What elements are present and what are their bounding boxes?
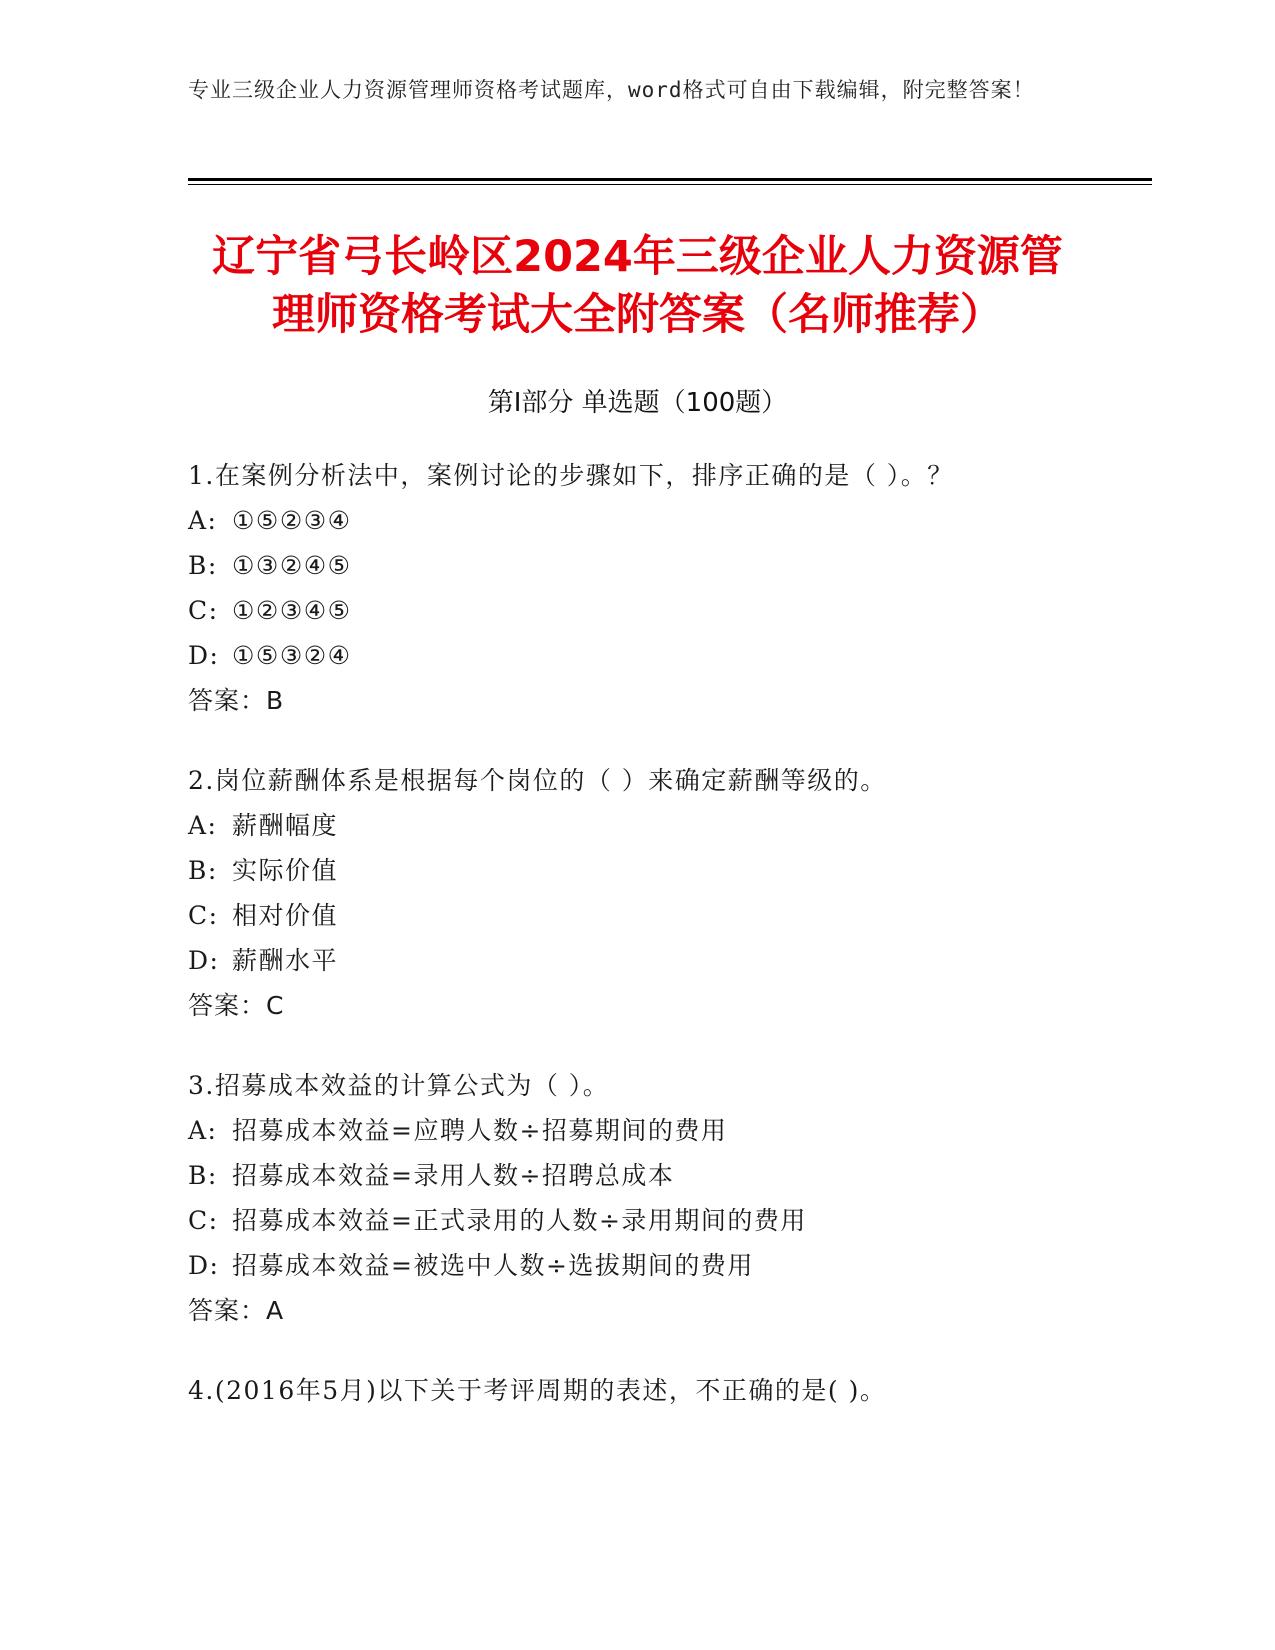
option-label: C: [188,596,219,625]
option-label: A: [188,506,218,535]
option-text: 薪酬幅度 [232,811,339,840]
section-title: 第Ⅰ部分 单选题（100题） [487,388,788,418]
option-c [188,588,1088,633]
option-label: B: [188,1161,218,1190]
option-text: 招募成本效益=录用人数÷招聘总成本 [232,1161,675,1190]
document-title [150,228,1125,344]
option-b [188,1153,1088,1198]
document-title-line-1: 辽宁省弓长岭区2024年三级企业人力资源管 [212,232,1063,282]
question-4 [188,1368,1088,1413]
question-stem: 4.(2016年5月)以下关于考评周期的表述，不正确的是( )。 [188,1376,887,1405]
option-text: 相对价值 [232,901,339,930]
header-rule-thick [188,178,1152,181]
document-title-line-2: 理师资格考试大全附答案（名师推荐） [272,290,1003,340]
header-note: 专业三级企业人力资源管理师资格考试题库，word格式可自由下载编辑，附完整答案！ [188,78,1035,102]
option-label: A: [188,811,218,840]
option-label: B: [188,856,218,885]
option-text: 招募成本效益=被选中人数÷选拔期间的费用 [232,1251,754,1280]
answer-line: 答案：A [188,1296,285,1325]
question-3 [188,1063,1088,1333]
answer-line: 答案：B [188,686,285,715]
question-1 [188,453,1088,723]
header-rule-thin [188,184,1152,185]
option-d [188,633,1088,678]
option-text: ①⑤③②④ [232,641,352,670]
option-text: 薪酬水平 [232,946,339,975]
option-d [188,938,1088,983]
option-b [188,543,1088,588]
option-label: D: [188,641,220,670]
question-2 [188,758,1088,1028]
question-stem: 2.岗位薪酬体系是根据每个岗位的（ ）来确定薪酬等级的。 [188,766,887,795]
option-text: ①③②④⑤ [232,551,352,580]
question-stem: 3.招募成本效益的计算公式为（ ）。 [188,1071,610,1100]
option-label: D: [188,1251,220,1280]
option-text: ①⑤②③④ [232,506,352,535]
option-a [188,803,1088,848]
option-text: 实际价值 [232,856,339,885]
option-c [188,1198,1088,1243]
answer-line: 答案：C [188,991,285,1020]
option-text: 招募成本效益=应聘人数÷招募期间的费用 [232,1116,728,1145]
option-a [188,1108,1088,1153]
option-text: ①②③④⑤ [232,596,352,625]
option-label: A: [188,1116,218,1145]
option-c [188,893,1088,938]
option-text: 招募成本效益=正式录用的人数÷录用期间的费用 [232,1206,807,1235]
option-d [188,1243,1088,1288]
option-label: B: [188,551,218,580]
question-stem: 1.在案例分析法中，案例讨论的步骤如下，排序正确的是（ ）。？ [188,461,954,490]
option-label: C: [188,901,219,930]
option-label: C: [188,1206,219,1235]
option-label: D: [188,946,220,975]
option-b [188,848,1088,893]
option-a [188,498,1088,543]
